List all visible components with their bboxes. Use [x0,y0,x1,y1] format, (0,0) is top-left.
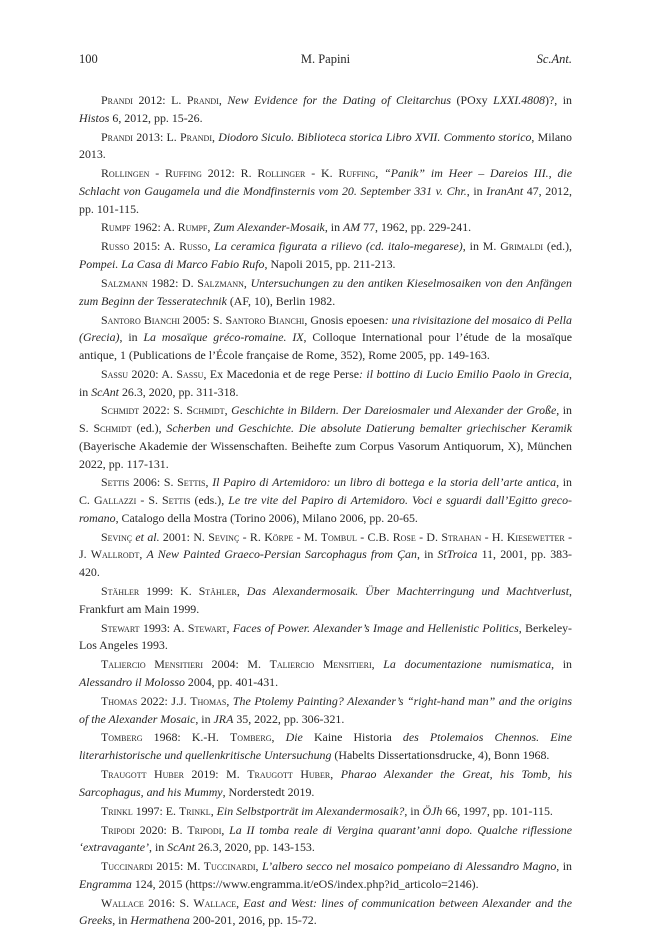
author-name: Settis [162,493,191,508]
citation-text: , [271,730,286,745]
bibliography-list [79,92,572,931]
author-name: Schmidt [101,403,140,418]
bibliography-entry [79,529,572,582]
author-name: Körpe [264,529,294,544]
citation-text: , in M. [462,239,501,254]
citation-text: 124, 2015 (https://www.engramma.it/eOS/index.php?id_articolo=2146). [131,876,479,891]
citation-text: )?, in [545,93,572,107]
citation-text: 1993: A. [139,620,188,635]
author-name: Ruffing [338,166,376,181]
author-name: Settis [101,475,130,490]
author-name: Russo [179,239,208,254]
author-name: Stewart [101,620,140,635]
citation-text: 2013: L. [132,129,181,144]
citation-text: 2012: R. [201,166,258,181]
citation-text: , [207,239,215,254]
citation-text: , in [195,711,214,726]
author-name: Sevinç [208,529,240,544]
title-text: Das Alexandermosaik. Über Machterringung und Machtverlust [246,584,569,599]
title-text: AM [343,220,361,235]
title-text: East and West: lines of communication between Alexander and the Greeks [79,895,573,928]
citation-text: , in [404,803,423,818]
author-name: Thomas [101,693,138,708]
bibliography-entry [79,656,572,691]
title-text: La documentazione numismatica [383,657,552,672]
author-name: Wallace [193,895,237,910]
citation-text: 1999: K. [139,584,199,599]
author-name: Prandi [101,93,133,107]
author-name: Sassu [101,366,129,381]
title-text: Il Papiro di Artemidoro: un libro di bottega e la storia dell’arte antica [212,475,557,490]
citation-text: , [243,275,251,290]
citation-text: 2004: M. [203,657,270,672]
author-name: Prandi [186,93,219,107]
citation-text: - D. [415,529,442,544]
title-text: ÖJh [422,803,443,818]
title-text: New Evidence for the Dating of Cleitarchus [227,93,452,107]
bibliography-entry [79,766,572,801]
author-name: Schmidt [93,421,132,436]
citation-text: , [224,403,232,418]
author-name: Wallrodt [90,547,140,562]
citation-text: 1962: A. [130,220,178,235]
author-name: Tripodi [101,822,135,837]
bibliography-entry [79,165,572,218]
citation-text: (ed.), [131,421,167,436]
title-text: La II tomba reale di Vergina quarant’anni dopo. Qualche riflessione ‘extravagante’ [79,822,572,855]
citation-text: 1968: K.-H. [142,730,231,745]
title-text: ScAnt [91,384,119,399]
citation-text: 2006: S. [129,475,178,490]
author-name: Tripodi [187,822,222,837]
citation-text: , [226,620,233,635]
title-text: A New Painted Graeco-Persian Sarcophagus from Çan [146,547,417,562]
author-name: Tomberg [230,730,272,745]
title-text: Le tre vite del Papiro di Artemidoro. Voci e sguardi dall’Egitto greco-romano [79,493,572,525]
bibliography-entry [79,693,572,728]
bibliography-entry [79,803,572,821]
citation-text: , in [149,840,168,855]
title-text: Pharao Alexander the Great, his Tomb, his Sarcophagus, and his Mummy [79,767,572,799]
bibliography-entry [79,238,572,273]
author-name: Tuccinardi [203,859,256,874]
running-author: M. Papini [300,52,351,66]
citation-text: 66, 1997, pp. 101-115. [442,803,553,818]
bibliography-entry [79,402,572,473]
citation-text: (POxy [451,93,494,107]
title-text: La mosaïque gréco-romaine. IX [143,330,304,345]
author-name: Stähler [198,584,237,599]
citation-text: , Colloque International pour l’étude de la mosaïque antique, 1 (Publications de l’École française de Rome, 352), Rome 2005, pp. 149-163. [79,330,572,362]
author-name: Thomas [190,693,227,708]
citation-text: , in [324,220,343,235]
title-text: StTroica [437,547,478,562]
author-name: Tuccinardi [101,859,153,874]
citation-text: , Milano 2013. [79,129,572,162]
bibliography-entry [79,858,572,893]
bibliography-entry [79,583,572,618]
title-text: IranAnt [486,183,524,198]
author-name: Wallace [101,895,144,910]
author-name: Rumpf [177,220,208,235]
citation-text: , Frankfurt am Main 1999. [79,584,572,616]
author-name: Schmidt [186,403,225,418]
title-text: Ein Selbstporträt im Alexandermosaik? [216,803,405,818]
citation-text: , in [416,547,438,562]
title-text: Pompei. La Casa di Marco Fabio Rufo [79,257,265,272]
citation-text: , [255,859,262,874]
citation-text: - R. [239,529,265,544]
citation-text: , [205,475,213,490]
citation-text: , [139,547,147,562]
author-name: Traugott Huber [247,767,331,782]
author-name: Prandi [101,129,133,144]
title-text: ScAnt [167,840,195,855]
citation-text: , [210,803,217,818]
citation-text: , [207,220,214,235]
citation-text: , [212,129,219,144]
author-name: Trinkl [178,803,211,818]
title-text: Alessandro il Molosso [79,674,185,689]
author-name: Rollingen - Ruffing [101,166,202,181]
citation-text: (eds.), [190,493,229,508]
citation-text: , Norderstedt 2019. [222,784,315,799]
citation-text: , [375,166,385,181]
citation-text: , in [551,657,573,672]
citation-text: , in [556,859,572,874]
citation-text: , in S. [79,403,573,436]
citation-text: (Habelts Dissertationsdrucke, 4), Bonn 1968. [331,748,550,763]
citation-text: 35, 2022, pp. 306-321. [233,711,345,726]
citation-text: , Ex Macedonia et de rege Perse [203,366,360,381]
citation-text: , [236,584,247,599]
bibliography-entry [79,474,572,527]
citation-text: , in C. [79,475,573,508]
running-header [79,52,572,72]
citation-text: - S. [136,493,163,508]
title-text: des Ptolemaios Chennos. Eine literarhistorische und quellenkritische Untersuchung [79,730,573,763]
author-name: Taliercio Mensitieri [269,657,372,672]
bibliography-entry [79,129,572,164]
citation-text: 2015: A. [129,239,180,254]
title-text: Untersuchungen zu den antiken Kieselmosaiken von den Anfängen zum Beginn der Tesseratechnik [79,275,572,308]
citation-text: , [371,657,384,672]
citation-text: 200-201, 2016, pp. 15-72. [189,913,317,928]
bibliography-entry [79,366,572,401]
author-name: Tombul [320,529,357,544]
bibliography-entry [79,895,572,930]
citation-text: 26.3, 2020, pp. 143-153. [194,840,315,855]
bibliography-entry [79,219,572,237]
citation-text: , Gnosis epoesen [304,312,385,327]
title-text: Hermathena [130,913,190,928]
bibliography-entry [79,620,572,655]
title-text: Faces of Power. Alexander’s Image and Hellenistic Politics [232,620,519,635]
citation-text: , [226,693,233,708]
citation-text: , [236,895,244,910]
bibliography-entry [79,92,572,127]
citation-text: , [218,93,228,107]
citation-text: , in [466,183,487,198]
citation-text: 2004, pp. 401-431. [184,674,279,689]
citation-text: , [221,822,230,837]
author-name: Grimaldi [500,239,544,254]
citation-text: 2020: B. [134,822,188,837]
title-text: L’albero secco nel mosaico pompeiano di Alessandro Magno [261,859,557,874]
citation-text: 1982: D. [147,275,198,290]
author-name: Stähler [101,584,140,599]
journal-abbreviation: Sc.Ant. [536,52,572,66]
citation-text: - C.B. [356,529,393,544]
author-name: Sassu [176,366,204,381]
title-text: La ceramica figurata a rilievo (cd. italo-megarese) [214,239,463,254]
citation-text: 47, 2012, pp. 101-115. [79,183,572,216]
citation-text: - J. [79,529,573,562]
citation-text: Kaine Historia [302,730,403,745]
citation-text: , Napoli 2015, pp. 211-213. [264,257,396,272]
title-text: Die [285,730,303,745]
citation-text: 2015: M. [152,859,204,874]
citation-text: 2019: M. [183,767,248,782]
author-name: Sevinç [101,529,136,544]
title-text: JRA [213,711,234,726]
citation-text: , [330,767,341,782]
title-text: Scherben und Geschichte. Die absolute Datierung bemalter griechischer Keramik [166,421,572,436]
citation-text: 2012: L. [132,93,187,107]
citation-text: 2022: S. [139,403,187,418]
citation-text: 11, 2001, pp. 383-420. [79,547,573,580]
author-name: Rumpf [101,220,131,235]
author-name: Salzmann [101,275,148,290]
citation-text: , Catalogo della Mostra (Torino 2006), Milano 2006, pp. 20-65. [115,510,418,525]
author-name: Russo [101,239,130,254]
author-name: Tomberg [101,730,143,745]
author-name: Rose [392,529,416,544]
author-name: Taliercio Mensitieri [101,657,204,672]
citation-text: - M. [293,529,321,544]
citation-text: , Berkeley-Los Angeles 1993. [79,620,572,653]
citation-text: 2020: A. [128,366,177,381]
author-name: Kiesewetter [506,529,565,544]
author-name: Santoro Bianchi [225,312,305,327]
citation-text: (AF, 10), Berlin 1982. [226,293,336,308]
title-text: Geschichte in Bildern. Der Dareiosmaler und Alexander der Große [231,403,557,418]
citation-text: 6, 2012, pp. 15-26. [109,110,203,125]
title-text: “Panik” im Heer – Dareios III., die Schlacht von Gaugamela und die Mondfinsternis vom 20. September 331 v. Chr. [79,166,572,198]
citation-text: , in [112,913,131,928]
author-name: Gallazzi [93,493,137,508]
citation-text: 77, 1962, pp. 229-241. [360,220,472,235]
title-text: Zum Alexander-Mosaik [213,220,325,235]
citation-text: 1997: E. [132,803,179,818]
page-number: 100 [79,52,98,66]
citation-text: (ed.), [543,239,573,254]
title-text: : una rivisitazione del mosaico di Pella (Grecia) [79,312,572,345]
bibliography-entry [79,729,572,764]
author-name: Prandi [180,129,212,144]
title-text: : il bottino di Lucio Emilio Paolo in Grecia [359,366,570,381]
citation-text: 26.3, 2020, pp. 311-318. [118,384,239,399]
bibliography-entry [79,275,572,310]
author-name: Rollinger [257,166,306,181]
title-text: Diodoro Siculo. Biblioteca storica Libro XVII. Commento storico [218,129,532,144]
author-name: Santoro Bianchi [101,312,180,327]
author-name: Strahan [441,529,482,544]
author-name: Traugott Huber [101,767,184,782]
title-text: Engramma [79,876,132,891]
bibliography-entry [79,312,572,365]
citation-text: - K. [305,166,339,181]
citation-text: 2005: S. [179,312,226,327]
citation-text: - H. [481,529,507,544]
author-name: Settis [177,475,206,490]
citation-text: (Bayerische Akademie der Wissenschaften. Beihefte zum Corpus Vasorum Antiquorum, X), München 2022, pp. 117-131. [79,438,572,471]
citation-text: 2022: J.J. [137,693,191,708]
title-text: LXXI.4808 [493,93,545,107]
citation-text: , in [79,366,572,399]
citation-text: , in [119,330,144,345]
citation-text: 2001: N. [159,529,209,544]
bibliography-entry [79,822,572,857]
citation-text: 2016: S. [143,895,194,910]
author-name: Salzmann [197,275,244,290]
author-name: Trinkl [101,803,133,818]
title-text: Histos [79,110,110,125]
title-text: The Ptolemy Painting? Alexander’s “right-hand man” and the origins of the Alexander Mosaic [79,693,573,726]
author-name: Stewart [187,620,227,635]
title-text: et al. [135,529,160,544]
